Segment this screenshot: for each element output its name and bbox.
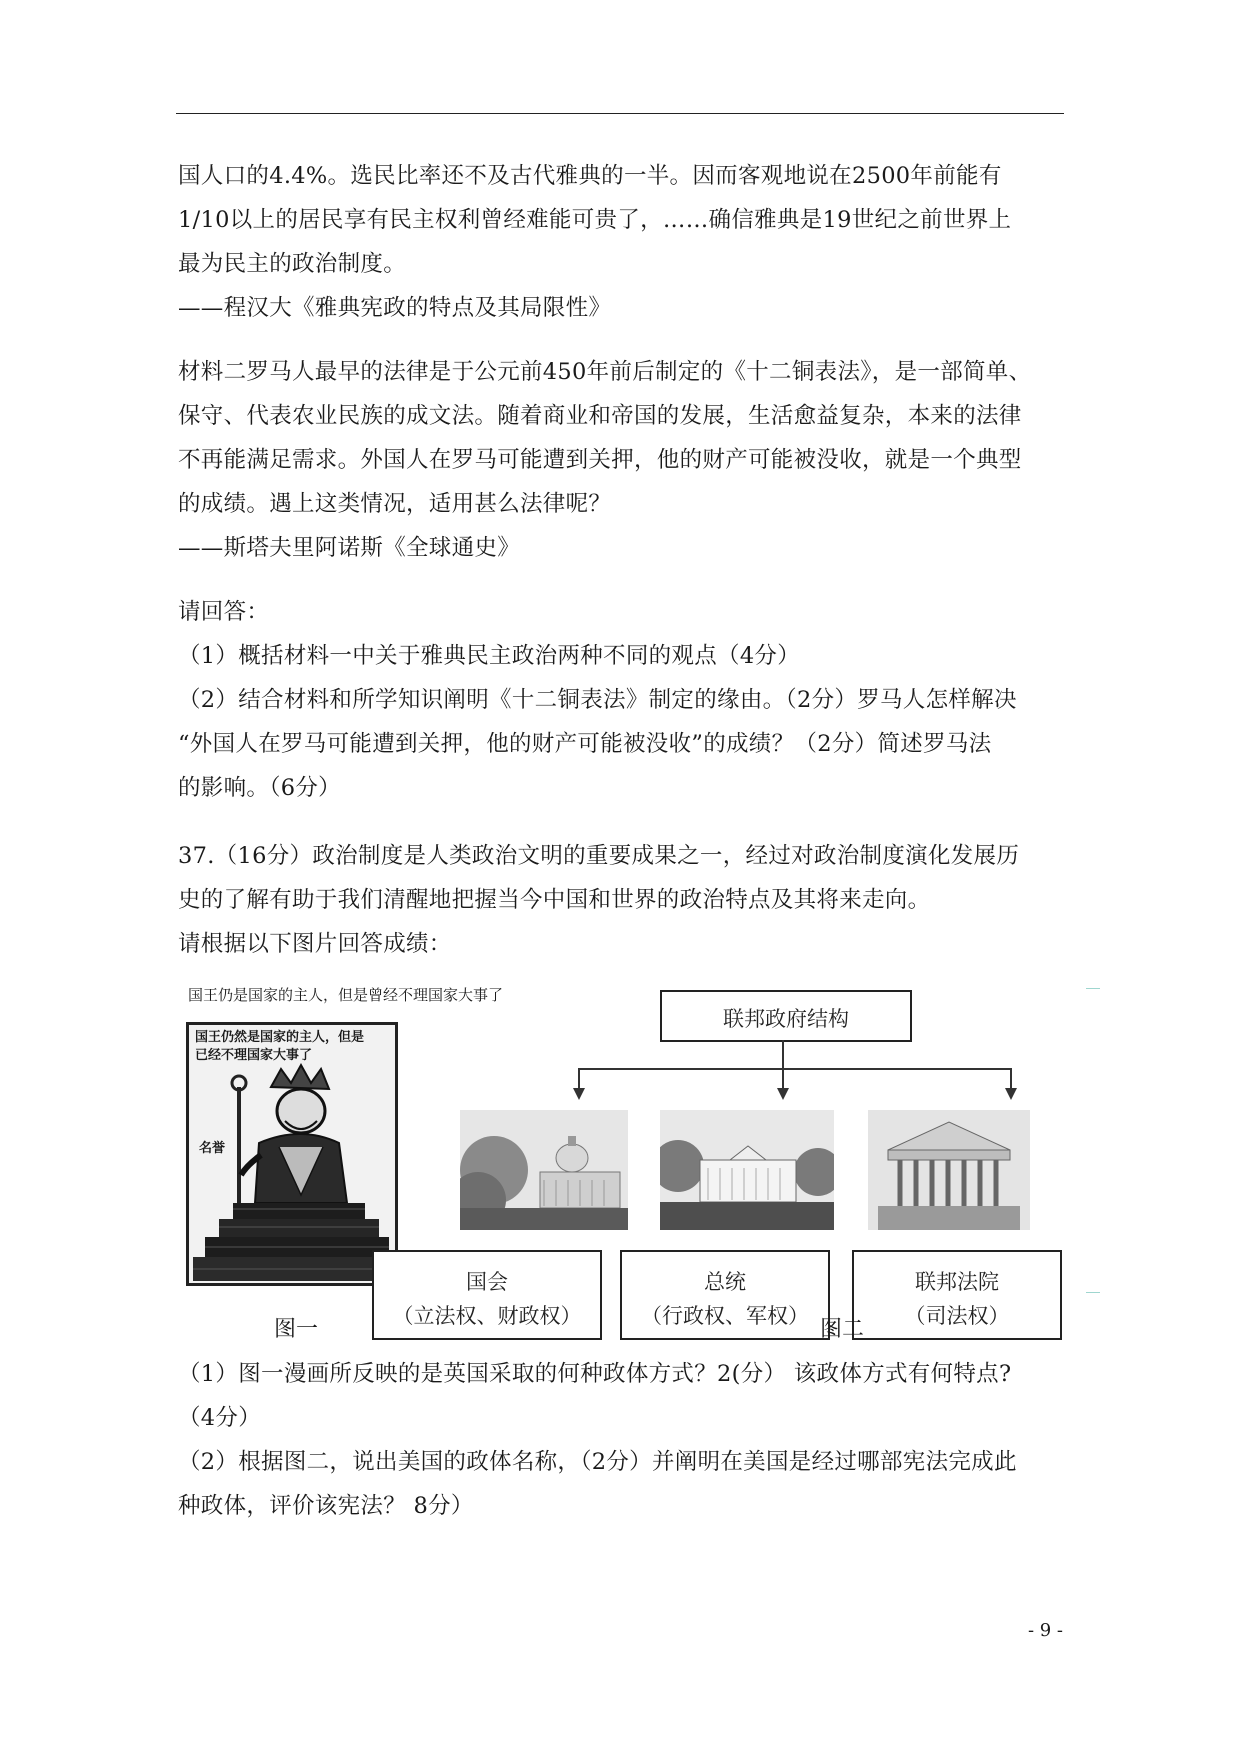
material-two	[178, 350, 1068, 570]
branch-congress-box	[372, 1250, 602, 1340]
text-line: （1）概括材料一中关于雅典民主政治两种不同的观点（4分）	[178, 643, 801, 669]
text-line: （1）图一漫画所反映的是英国采取的何种政体方式？2(分） 该政体方式有何特点?	[178, 1361, 1012, 1387]
cartoon-text: 已经不理国家大事了	[195, 1048, 313, 1063]
branch-name: 总统	[704, 1270, 746, 1294]
text-line: 37.（16分）政治制度是人类政治文明的重要成果之一，经过对政治制度演化发展历	[178, 843, 1020, 869]
figure-one-caption: 图一	[274, 1317, 319, 1342]
supreme-court-photo	[868, 1110, 1030, 1230]
cartoon-label: 名誉	[199, 1141, 226, 1156]
text-line: 种政体，评价该宪法？ 8分）	[178, 1493, 474, 1519]
text-line: 请回答：	[178, 599, 270, 625]
text-line: （2）结合材料和所学知识阐明《十二铜表法》制定的缘由。（2分）罗马人怎样解决	[178, 687, 1017, 713]
figure-two-caption: 图二	[820, 1317, 865, 1342]
text-line: 的成绩。遇上这类情况，适用甚么法律呢？	[178, 491, 612, 517]
connector	[578, 1068, 1012, 1070]
structure-title-box	[660, 990, 912, 1042]
text-line: “外国人在罗马可能遭到关押，他的财产可能被没收”的成绩？（2分）简述罗马法	[178, 731, 992, 757]
text-line: 国人口的4.4%。选民比率还不及古代雅典的一半。因而客观地说在2500年前能有	[178, 163, 1002, 189]
arrow-down-icon	[573, 1088, 585, 1100]
figure-two	[392, 984, 1110, 1328]
king-cartoon-icon	[189, 1025, 395, 1283]
connector	[1010, 1068, 1012, 1090]
connector	[782, 1068, 784, 1090]
text-line: 材料二罗马人最早的法律是于公元前450年前后制定的《十二铜表法》，是一部简单、	[178, 359, 1032, 385]
text-line: 1/10以上的居民享有民主权利曾经难能可贵了，……确信雅典是19世纪之前世界上	[178, 207, 1012, 233]
text-line: （4分）	[178, 1405, 262, 1431]
material-one-tail	[178, 154, 1068, 330]
citation-line: ——斯塔夫里阿诺斯《全球通史》	[178, 535, 521, 561]
arrow-down-icon	[777, 1088, 789, 1100]
branch-court-box	[852, 1250, 1062, 1340]
text-line: （2）根据图二，说出美国的政体名称，（2分）并阐明在美国是经过哪部宪法完成此	[178, 1449, 1017, 1475]
branch-powers: （行政权、军权）	[641, 1304, 809, 1328]
text-line: 不再能满足需求。外国人在罗马可能遭到关押，他的财产可能被没收，就是一个典型	[178, 447, 1022, 473]
cartoon-text: 国王仍然是国家的主人，但是	[195, 1030, 365, 1045]
question-37	[178, 834, 1068, 966]
text-line: 最为民主的政治制度。	[178, 251, 407, 277]
citation-line: ——程汉大《雅典宪政的特点及其局限性》	[178, 295, 612, 321]
scan-mark	[1086, 1292, 1100, 1293]
question-36	[178, 590, 1068, 810]
cartoon-frame	[186, 1022, 398, 1286]
branch-powers: （司法权）	[904, 1304, 1010, 1328]
header-rule	[176, 113, 1064, 114]
branch-name: 国会	[466, 1270, 508, 1294]
branch-name: 联邦法院	[915, 1270, 999, 1294]
text-line: 史的了解有助于我们清醒地把握当今中国和世界的政治特点及其将来走向。	[178, 887, 931, 913]
capitol-photo	[460, 1110, 628, 1230]
white-house-photo	[660, 1110, 834, 1230]
structure-title: 联邦政府结构	[723, 1007, 849, 1031]
text-line: 保守、代表农业民族的成文法。随着商业和帝国的发展，生活愈益复杂，本来的法律	[178, 403, 1022, 429]
arrow-down-icon	[1005, 1088, 1017, 1100]
question-37-subquestions	[178, 1352, 1068, 1528]
text-line: 请根据以下图片回答成绩：	[178, 931, 452, 957]
connector	[782, 1040, 784, 1068]
branch-powers: （立法权、财政权）	[392, 1304, 582, 1328]
figure-one-top-caption: 国王仍是国家的主人，但是曾经不理国家大事了	[188, 986, 504, 1004]
branch-president-box	[620, 1250, 830, 1340]
connector	[578, 1068, 580, 1090]
text-line: 的影响。（6分）	[178, 775, 341, 801]
page-number: - 9 -	[1027, 1620, 1063, 1641]
scan-mark	[1086, 988, 1100, 989]
